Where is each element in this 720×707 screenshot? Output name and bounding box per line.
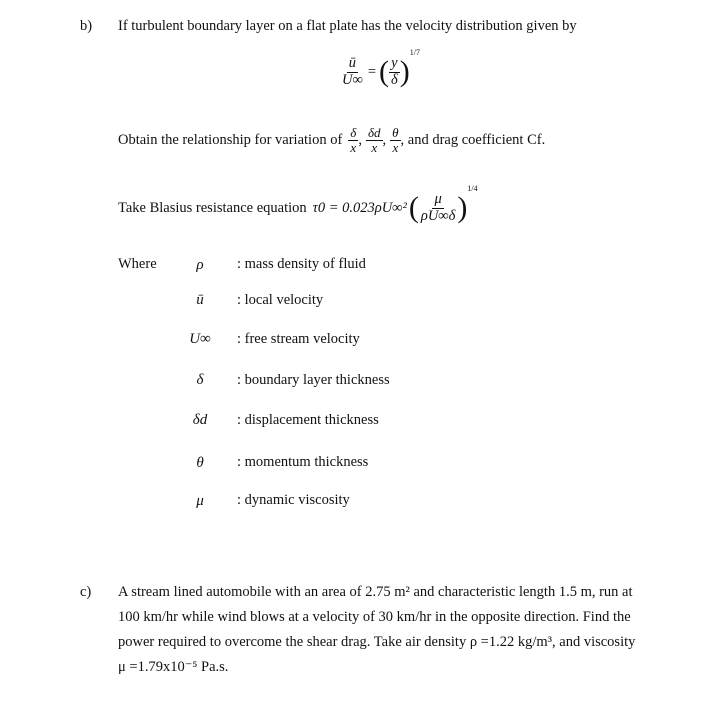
- blasius-exponent: 1/4: [467, 184, 478, 193]
- part-c-line-3: power required to overcome the shear drag. Take air density ρ =1.22 kg/m³, and viscosity: [118, 634, 636, 650]
- ratio-2-den: x: [371, 139, 378, 155]
- part-c-line-4: μ =1.79x10⁻⁵ Pa.s.: [118, 659, 229, 675]
- eq1-exponent: 1/7: [409, 48, 420, 57]
- part-b-intro: If turbulent boundary layer on a flat plate has the velocity distribution given by: [118, 18, 577, 34]
- part-c-line-1: A stream lined automobile with an area of 2.75 m² and characteristic length 1.5 m, run at: [118, 584, 633, 600]
- var-1-desc: : mass density of fluid: [237, 256, 366, 272]
- part-c-label: c): [80, 584, 92, 600]
- var-5-symbol: δd: [192, 412, 208, 428]
- var-4-symbol: δ: [196, 372, 204, 388]
- blasius-text: Take Blasius resistance equation: [118, 199, 307, 216]
- velocity-distribution-equation: $\frac{ū}{U\infty}$ = ( $\frac{y}{\delta}$ ) 1/7: [342, 48, 420, 88]
- var-1-symbol: ρ: [196, 257, 204, 273]
- eq1-lhs-numerator: ū: [348, 55, 357, 72]
- obtain-text: Obtain the relationship for variation of: [118, 131, 343, 148]
- drag-coefficient-text: , and drag coefficient Cf.: [400, 131, 546, 148]
- blasius-lhs: τ0 = 0.023ρU∞²: [312, 199, 407, 216]
- eq1-rhs-numerator: y: [391, 55, 398, 72]
- blasius-numerator: μ: [434, 191, 442, 208]
- obtain-line: Obtain the relationship for variation of $\frac{\delta}{x}$ , $\frac{\delta d}{x}$ , $\frac{\theta}{x}$ , and drag coefficient Cf.: [118, 124, 546, 155]
- eq1-rhs-denominator: δ: [391, 71, 398, 88]
- ratio-3-den: x: [392, 139, 399, 155]
- part-c-paragraph: [118, 580, 658, 680]
- part-c-line-2: 100 km/hr while wind blows at a velocity of 30 km/hr in the opposite direction. Find the: [118, 609, 631, 625]
- var-4-desc: : boundary layer thickness: [237, 372, 390, 388]
- var-5-desc: : displacement thickness: [237, 412, 379, 428]
- var-6-desc: : momentum thickness: [237, 454, 369, 470]
- blasius-denominator: ρU∞δ: [420, 207, 456, 224]
- var-6-symbol: θ: [196, 455, 204, 471]
- var-3-symbol: U∞: [189, 331, 211, 347]
- ratio-2-num: δd: [367, 124, 381, 140]
- ratio-1-num: δ: [350, 124, 357, 140]
- var-3-desc: : free stream velocity: [237, 331, 360, 347]
- var-7-symbol: μ: [196, 493, 204, 509]
- var-7-desc: : dynamic viscosity: [237, 492, 350, 508]
- blasius-equation-line: Take Blasius resistance equation τ0 = 0.023ρU∞² ( $\frac{\mu}{\rho U\infty\delta}$ ) 1/4: [118, 184, 478, 224]
- ratio-1-den: x: [350, 139, 357, 155]
- eq1-equals: =: [367, 63, 376, 80]
- var-2-symbol: ū: [196, 292, 204, 308]
- eq1-lhs-denominator: U∞: [342, 71, 363, 88]
- part-b-label: b): [80, 18, 93, 34]
- ratio-3-num: θ: [392, 124, 399, 140]
- where-label: Where: [118, 256, 157, 272]
- var-2-desc: : local velocity: [237, 292, 324, 308]
